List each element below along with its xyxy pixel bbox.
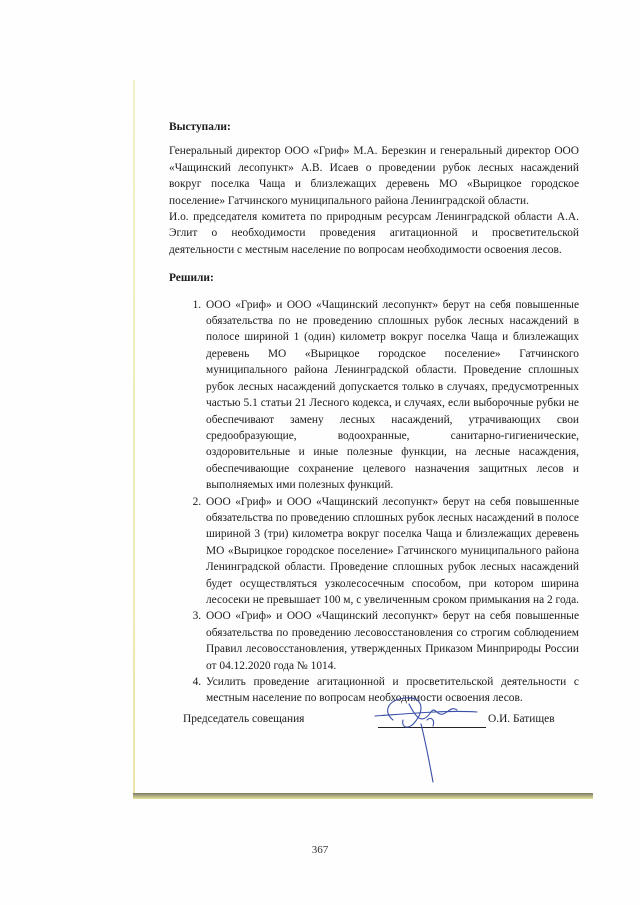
chair-role-label: Председатель совещания [183, 713, 305, 725]
page-number: 367 [311, 844, 329, 856]
decisions-list [169, 297, 579, 707]
scan-edge-left [133, 80, 135, 798]
decision-item-2: 2. ООО «Гриф» и ООО «Чащинский лесопункт» берут на себя повышенные обязательства по проведению сплошных рубок лесных насаждений в полосе шириной 3 (три) километра вокруг поселка Чаща и близлежащих деревень МО «Вырицкое городское поселение» Гатчинского муниципального района Ленинградской области. Проведение сплошных рубок лесных насаждений будет осуществляться узколесосечным способом, при котором ширина лесосеки не превышает 100 м, с увеличенным сроком примыкания на 2 года. [204, 494, 579, 609]
speakers-paragraph-1: Генеральный директор ООО «Гриф» М.А. Березкин и генеральный директор ООО «Чащинский лесопункт» А.В. Исаев о проведении рубок лесных насаждений вокруг поселка Чаща и близлежащих деревень МО «Вырицкое городское поселение» Гатчинского муниципального района Ленинградской области. [169, 145, 579, 207]
section-heading-decisions: Решили: [169, 272, 214, 285]
chair-name: О.И. Батищев [488, 713, 555, 725]
document-body [169, 115, 579, 707]
section-heading-speakers: Выступали: [169, 121, 231, 133]
decision-item-3: 3. ООО «Гриф» и ООО «Чащинский лесопункт» берут на себя повышенные обязательства по проведению лесовосстановления со строгим соблюдением Правил лесовосстановления, утвержденных Приказом Минприроды России от 04.12.2020 года № 1014. [204, 608, 579, 674]
scan-edge-bottom [133, 793, 593, 799]
handwritten-signature [365, 690, 485, 790]
speakers-paragraph-2: И.о. председателя комитета по природным ресурсам Ленинградской области А.А. Эглит о необходимости проведения агитационной и просветительской деятельности с местным население по вопросам необходимости освоения лесов. [169, 211, 579, 256]
decision-item-4: 4. Усилить проведение агитационной и просветительской деятельности с местным население по вопросам необходимости освоения лесов. [204, 674, 579, 707]
decision-item-1: 1. ООО «Гриф» и ООО «Чащинский лесопункт» берут на себя повышенные обязательства по не проведению сплошных рубок лесных насаждений в полосе шириной 1 (один) километр вокруг поселка Чаща и близлежащих деревень МО «Вырицкое городское поселение» Гатчинского муниципального района Ленинградской области. Проведение сплошных рубок лесных насаждений допускается только в случаях, предусмотренных частью 5.1 статьи 21 Лесного кодекса, и случаях, если выборочные рубки не обеспечивают замену лесных насаждений, утрачивающих свои средообразующие, водоохранные, санитарно-гигиенические, оздоровительные и иные полезные функции, на лесные насаждения, обеспечивающие сохранение целевого назначения защитных лесов и выполняемых ими полезных функций. [204, 297, 579, 494]
